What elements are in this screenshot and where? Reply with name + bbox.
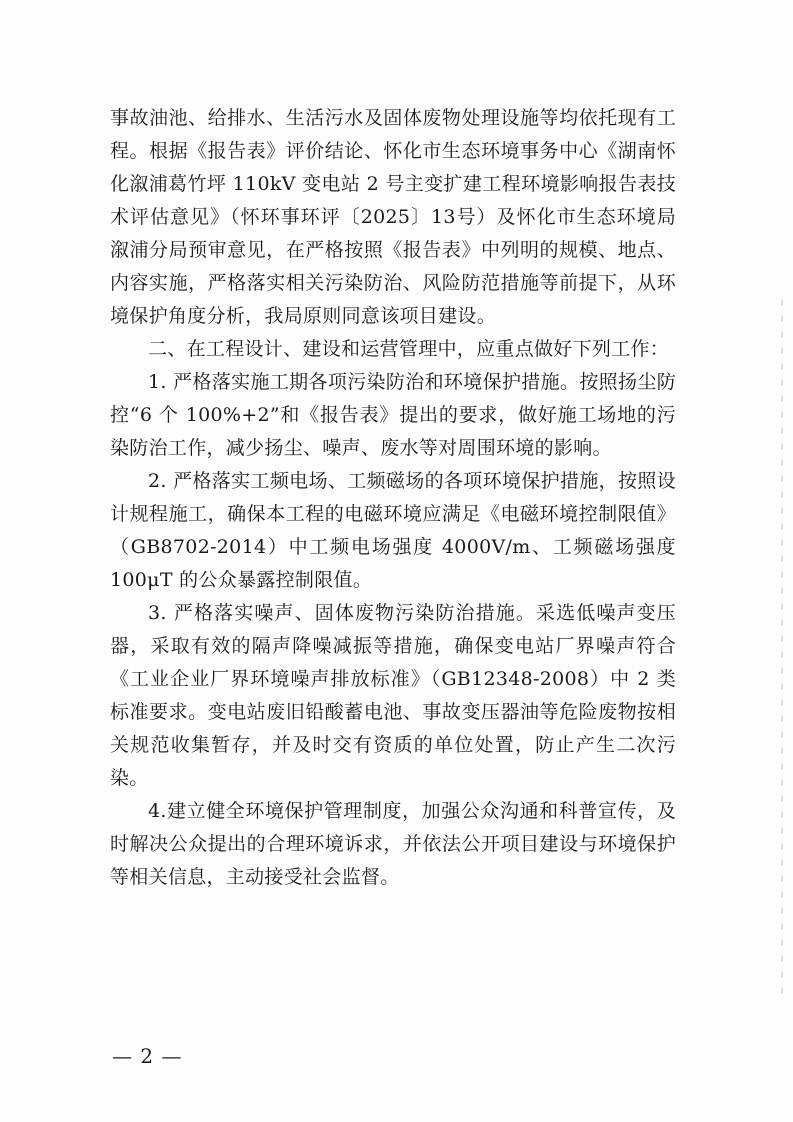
document-body — [110, 102, 676, 894]
paragraph-item-4-management: 4.建立健全环境保护管理制度，加强公众沟通和科普宣传，及时解决公众提出的合理环境诉求，并依法公开项目建设与环境保护等相关信息，主动接受社会监督。 — [110, 800, 676, 888]
paragraph-item-2-electromagnetic: 2. 严格落实工频电场、工频磁场的各项环境保护措施，按照设计规程施工，确保本工程的电磁环境应满足《电磁环境控制限值》（GB8702-2014）中工频电场强度 4000V/m、工频磁场强度 100μT 的公众暴露控制限值。 — [110, 470, 676, 591]
page-number: — 2 — — [112, 1044, 183, 1068]
paragraph-item-3-noise-waste: 3. 严格落实噪声、固体废物污染防治措施。采选低噪声变压器，采取有效的隔声降噪减振等措施，确保变电站厂界噪声符合《工业企业厂界环境噪声排放标准》（GB12348-2008）中 2 类标准要求。变电站废旧铅酸蓄电池、事故变压器油等危险废物按相关规范收集暂存，并及时交有资质的单位处置，防止产生二次污染。 — [110, 602, 676, 789]
paragraph-section-two-heading: 二、在工程设计、建设和运营管理中，应重点做好下列工作： — [148, 338, 670, 360]
paragraph-approval-conclusion: 事故油池、给排水、生活污水及固体废物处理设施等均依托现有工程。根据《报告表》评价结论、怀化市生态环境事务中心《湖南怀化溆浦葛竹坪 110kV 变电站 2 号主变扩建工程环境影响报告表技术评估意见》（怀环事环评〔2025〕13号）及怀化市生态环境局溆浦分局预审意见，在严格按照《报告表》中列明的规模、地点、内容实施，严格落实相关污染防治、风险防范措施等前提下，从环境保护角度分析，我局原则同意该项目建设。 — [110, 107, 676, 327]
paragraph-item-1-construction: 1. 严格落实施工期各项污染防治和环境保护措施。按照扬尘防控“6 个 100%+2”和《报告表》提出的要求，做好施工场地的污染防治工作，减少扬尘、噪声、废水等对周围环境的影响。 — [110, 371, 676, 459]
scan-edge-mark — [781, 300, 783, 1000]
